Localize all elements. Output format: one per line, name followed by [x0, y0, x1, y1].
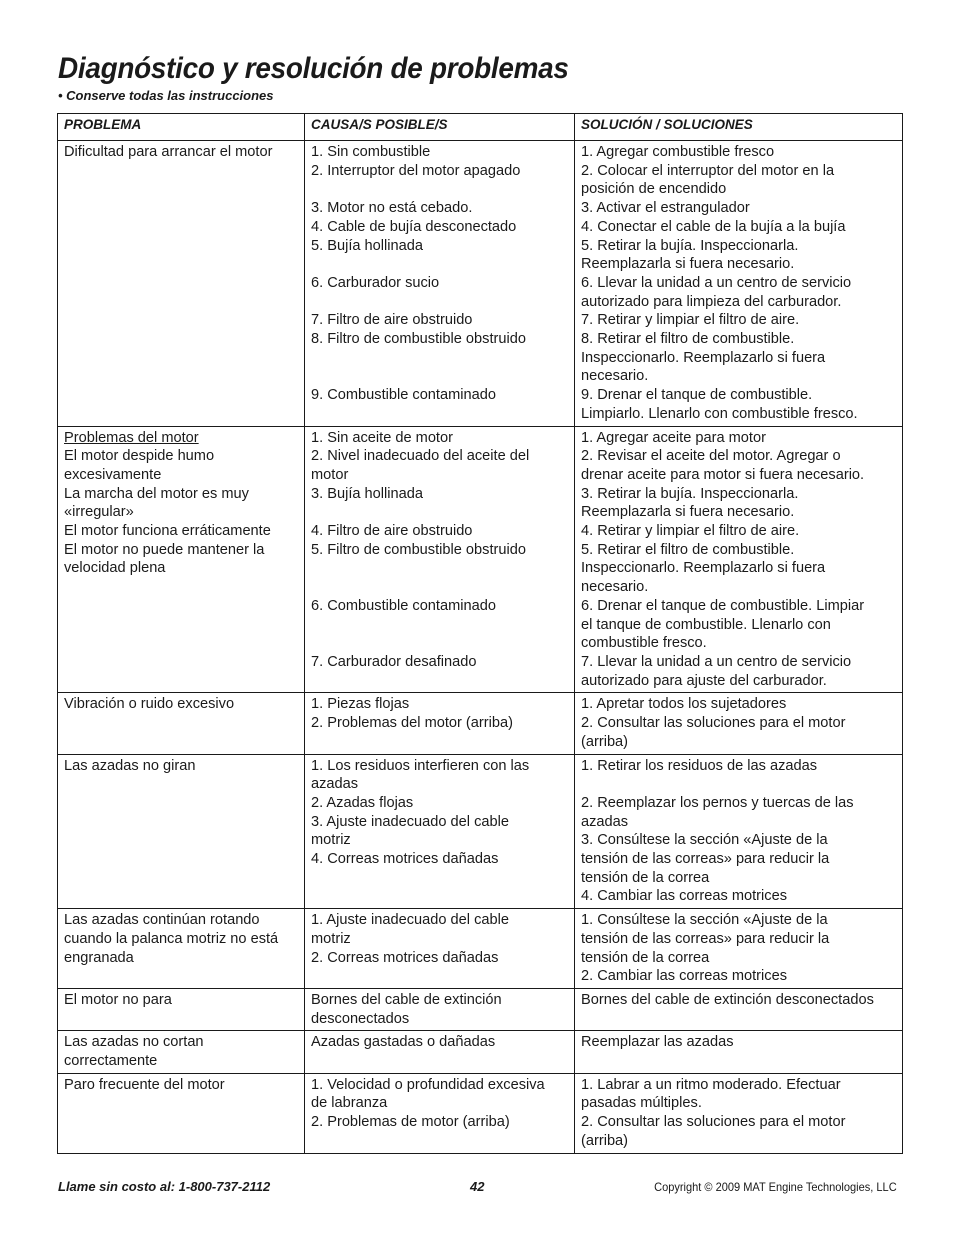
- causes-cell: [305, 1073, 575, 1153]
- table-header-row: [58, 114, 903, 141]
- causes-line: motriz: [311, 832, 351, 849]
- causes-line: 3. Ajuste inadecuado del cable: [311, 813, 509, 830]
- causes-line: 2. Nivel inadecuado del aceite del: [311, 448, 530, 465]
- causes-line: [311, 503, 568, 522]
- solutions-line: 8. Retirar el filtro de combustible.: [581, 331, 795, 348]
- solutions-line: Inspeccionarlo. Reemplazarlo si fuera: [581, 349, 826, 366]
- problem-cell: [58, 1073, 305, 1153]
- causes-line: 2. Correas motrices dañadas: [311, 949, 499, 966]
- causes-line: 3. Motor no está cebado.: [311, 200, 473, 217]
- solutions-cell: [575, 1031, 903, 1073]
- problem-cell: [58, 693, 305, 754]
- solutions-line: 2. Cambiar las correas motrices: [581, 968, 787, 985]
- causes-line: [311, 578, 568, 597]
- solutions-line: 2. Consultar las soluciones para el motor: [581, 1114, 846, 1131]
- footer-copyright: Copyright © 2009 MAT Engine Technologies, LLC: [654, 1180, 897, 1194]
- troubleshooting-table: [57, 113, 903, 1154]
- problem-line: Las azadas no giran: [64, 757, 196, 774]
- causes-line: 1. Ajuste inadecuado del cable: [311, 912, 509, 929]
- table-row: [58, 988, 903, 1030]
- solutions-line: autorizado para ajuste del carburador.: [581, 672, 827, 689]
- solutions-line: Inspeccionarlo. Reemplazarlo si fuera: [581, 560, 826, 577]
- solutions-line: 7. Retirar y limpiar el filtro de aire.: [581, 312, 800, 329]
- table-row: [58, 754, 903, 909]
- solutions-line: 1. Agregar aceite para motor: [581, 429, 766, 446]
- problem-line: El motor no puede mantener la: [64, 541, 265, 558]
- causes-line: [311, 255, 568, 274]
- solutions-line: 1. Retirar los residuos de las azadas: [581, 757, 818, 774]
- causes-line: 3. Bujía hollinada: [311, 485, 423, 502]
- solutions-cell: [575, 909, 903, 989]
- causes-line: [311, 349, 568, 368]
- causes-line: motor: [311, 466, 349, 483]
- causes-line: de labranza: [311, 1095, 388, 1112]
- solutions-cell: [575, 426, 903, 693]
- solutions-line: 5. Retirar la bujía. Inspeccionarla.: [581, 237, 799, 254]
- causes-line: 6. Combustible contaminado: [311, 597, 496, 614]
- causes-cell: [305, 988, 575, 1030]
- solutions-line: tensión de las correas» para reducir la: [581, 930, 830, 947]
- solutions-cell: [575, 1073, 903, 1153]
- problem-line: Vibración o ruido excesivo: [64, 696, 235, 713]
- table-row: [58, 426, 903, 693]
- solutions-line: tensión de la correa: [581, 869, 710, 886]
- header-causes: CAUSA/S POSIBLE/S: [305, 114, 575, 141]
- causes-line: 2. Problemas del motor (arriba): [311, 715, 513, 732]
- solutions-line: (arriba): [581, 733, 629, 750]
- header-solutions: SOLUCIÓN / SOLUCIONES: [575, 114, 903, 141]
- causes-line: 1. Los residuos interfieren con las: [311, 757, 530, 774]
- solutions-line: Reemplazarla si fuera necesario.: [581, 504, 795, 521]
- causes-line: [311, 634, 568, 653]
- problem-cell: [58, 909, 305, 989]
- causes-line: 1. Piezas flojas: [311, 696, 410, 713]
- causes-cell: [305, 141, 575, 427]
- solutions-line: 4. Conectar el cable de la bujía a la bujía: [581, 218, 846, 235]
- causes-line: desconectados: [311, 1010, 410, 1027]
- problem-line: El motor no para: [64, 991, 172, 1008]
- causes-cell: [305, 754, 575, 909]
- causes-cell: [305, 1031, 575, 1073]
- table-body: [58, 141, 903, 1154]
- problem-cell: [58, 988, 305, 1030]
- causes-line: [311, 367, 568, 386]
- solutions-line: 9. Drenar el tanque de combustible.: [581, 387, 813, 404]
- causes-line: 4. Filtro de aire obstruido: [311, 523, 473, 540]
- table-row: [58, 1073, 903, 1153]
- problem-line: Las azadas no cortan: [64, 1034, 204, 1051]
- problem-line: excesivamente: [64, 466, 162, 483]
- problem-cell: [58, 1031, 305, 1073]
- causes-line: 6. Carburador sucio: [311, 274, 440, 291]
- solutions-line: Bornes del cable de extinción desconectados: [581, 991, 874, 1008]
- causes-line: 2. Interruptor del motor apagado: [311, 162, 521, 179]
- solutions-line: 5. Retirar el filtro de combustible.: [581, 541, 795, 558]
- problem-cell: [58, 754, 305, 909]
- table-row: [58, 693, 903, 754]
- page-subtitle: • Conserve todas las instrucciones: [58, 88, 274, 103]
- solutions-line: 7. Llevar la unidad a un centro de servicio: [581, 653, 852, 670]
- solutions-cell: [575, 693, 903, 754]
- page-title: Diagnóstico y resolución de problemas: [58, 52, 569, 85]
- causes-line: 7. Filtro de aire obstruido: [311, 312, 473, 329]
- solutions-line: combustible fresco.: [581, 635, 707, 652]
- problem-line: El motor despide humo: [64, 448, 215, 465]
- table-row: [58, 909, 903, 989]
- solutions-line: Reemplazar las azadas: [581, 1034, 734, 1051]
- solutions-line: 1. Consúltese la sección «Ajuste de la: [581, 912, 828, 929]
- causes-line: azadas: [311, 776, 359, 793]
- solutions-line: 2. Colocar el interruptor del motor en la: [581, 162, 835, 179]
- table-row: [58, 1031, 903, 1073]
- solutions-cell: [575, 988, 903, 1030]
- causes-line: 1. Sin combustible: [311, 144, 431, 160]
- solutions-line: 1. Agregar combustible fresco: [581, 144, 775, 160]
- solutions-line: (arriba): [581, 1132, 629, 1149]
- causes-line: [311, 616, 568, 635]
- solutions-line: azadas: [581, 813, 629, 830]
- solutions-line: 3. Retirar la bujía. Inspeccionarla.: [581, 485, 799, 502]
- causes-line: 5. Bujía hollinada: [311, 237, 423, 254]
- solutions-line: 2. Reemplazar los pernos y tuercas de las: [581, 794, 854, 811]
- solutions-line: tensión de la correa: [581, 949, 710, 966]
- solutions-line: Limpiarlo. Llenarlo con combustible fresco.: [581, 405, 858, 422]
- solutions-line: 4. Retirar y limpiar el filtro de aire.: [581, 523, 800, 540]
- problem-line: Dificultad para arrancar el motor: [64, 144, 273, 160]
- causes-line: Bornes del cable de extinción: [311, 991, 502, 1008]
- problem-line: correctamente: [64, 1053, 158, 1070]
- solutions-line: 2. Revisar el aceite del motor. Agregar o: [581, 448, 841, 465]
- causes-line: 9. Combustible contaminado: [311, 387, 496, 404]
- problem-line: La marcha del motor es muy: [64, 485, 249, 502]
- solutions-line: autorizado para limpieza del carburador.: [581, 293, 842, 310]
- causes-cell: [305, 909, 575, 989]
- solutions-line: 2. Consultar las soluciones para el motor: [581, 715, 846, 732]
- problem-line: engranada: [64, 949, 134, 966]
- problem-cell: [58, 426, 305, 693]
- causes-line: 2. Problemas de motor (arriba): [311, 1114, 510, 1131]
- solutions-line: 3. Activar el estrangulador: [581, 200, 750, 217]
- solutions-line: tensión de las correas» para reducir la: [581, 851, 830, 867]
- footer-phone: Llame sin costo al: 1-800-737-2112: [58, 1179, 271, 1194]
- solutions-cell: [575, 141, 903, 427]
- solutions-line: [581, 775, 896, 794]
- causes-line: motriz: [311, 930, 351, 947]
- causes-cell: [305, 426, 575, 693]
- solutions-line: 3. Consúltese la sección «Ajuste de la: [581, 832, 828, 849]
- problem-heading: Problemas del motor: [64, 429, 199, 446]
- causes-line: Azadas gastadas o dañadas: [311, 1034, 496, 1051]
- solutions-line: 1. Apretar todos los sujetadores: [581, 696, 787, 713]
- header-problem: PROBLEMA: [58, 114, 305, 141]
- solutions-line: el tanque de combustible. Llenarlo con: [581, 616, 831, 633]
- causes-line: 5. Filtro de combustible obstruido: [311, 541, 526, 558]
- causes-line: 2. Azadas flojas: [311, 794, 414, 811]
- solutions-line: necesario.: [581, 368, 649, 385]
- table-row: [58, 141, 903, 427]
- footer-page-number: 42: [470, 1179, 485, 1194]
- solutions-cell: [575, 754, 903, 909]
- causes-line: 1. Sin aceite de motor: [311, 429, 453, 446]
- solutions-line: drenar aceite para motor si fuera necesario.: [581, 466, 865, 483]
- causes-line: [311, 180, 568, 199]
- problem-line: «irregular»: [64, 504, 134, 521]
- solutions-line: pasadas múltiples.: [581, 1095, 702, 1112]
- causes-line: 7. Carburador desafinado: [311, 653, 477, 670]
- problem-line: cuando la palanca motriz no está: [64, 930, 279, 947]
- problem-cell: [58, 141, 305, 427]
- solutions-line: 1. Labrar a un ritmo moderado. Efectuar: [581, 1076, 841, 1093]
- solutions-line: 6. Llevar la unidad a un centro de servicio: [581, 274, 852, 291]
- solutions-line: posición de encendido: [581, 181, 727, 198]
- problem-line: velocidad plena: [64, 560, 166, 577]
- solutions-line: Reemplazarla si fuera necesario.: [581, 256, 795, 273]
- solutions-line: 4. Cambiar las correas motrices: [581, 888, 787, 905]
- problem-line: Las azadas continúan rotando: [64, 912, 260, 929]
- problem-line: Paro frecuente del motor: [64, 1076, 225, 1093]
- solutions-line: necesario.: [581, 579, 649, 596]
- causes-cell: [305, 693, 575, 754]
- causes-line: 1. Velocidad o profundidad excesiva: [311, 1076, 545, 1093]
- causes-line: [311, 559, 568, 578]
- causes-line: 4. Correas motrices dañadas: [311, 851, 499, 868]
- causes-line: 8. Filtro de combustible obstruido: [311, 330, 526, 347]
- causes-line: 4. Cable de bujía desconectado: [311, 218, 517, 235]
- causes-line: [311, 293, 568, 312]
- solutions-line: 6. Drenar el tanque de combustible. Limpiar: [581, 597, 865, 614]
- problem-line: El motor funciona erráticamente: [64, 523, 271, 540]
